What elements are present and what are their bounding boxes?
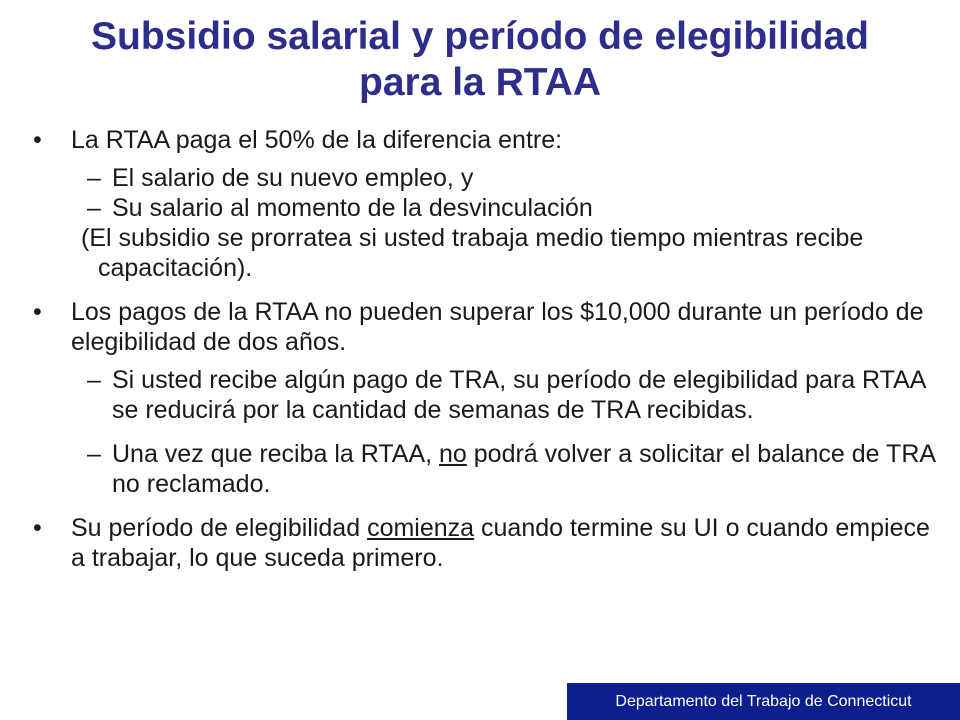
bullet-3-emphasis: comienza	[367, 514, 475, 542]
sub-bullet-item-3: – Si usted recibe algún pago de TRA, su período de elegibilidad para RTAA se reducirá por la cantidad de semanas de TRA recibidas.	[32, 365, 937, 425]
slide-title-line-2: para la RTAA	[359, 61, 601, 104]
footer-label: Departamento del Trabajo de Connecticut	[615, 693, 912, 710]
footer-banner	[567, 683, 960, 720]
sub-bullet-4-text-rest: podrá volver a solicitar el balance de TRA no reclamado.	[112, 440, 935, 498]
bullet-item-1: • La RTAA paga el 50% de la diferencia entre:	[32, 125, 937, 155]
slide-body	[32, 125, 937, 573]
sub-bullet-item-4	[32, 439, 937, 499]
slide-title-line-1: Subsidio salarial y período de elegibilidad	[90, 15, 870, 58]
bullet-3-text: Su período de elegibilidad	[71, 514, 368, 542]
sub-bullet-4-emphasis: no	[439, 440, 467, 468]
bullet-item-3	[32, 513, 937, 573]
parenthetical-note: (El subsidio se prorratea si usted trabaja medio tiempo mientras recibe capacitación).	[81, 224, 864, 282]
bullet-3-text-rest: cuando termine su UI o cuando empiece a trabajar, lo que suceda primero.	[71, 514, 930, 572]
sub-bullet-4-text: Una vez que reciba la RTAA,	[112, 440, 440, 468]
bullet-item-2: • Los pagos de la RTAA no pueden superar los $10,000 durante un período de elegibilidad de dos años.	[32, 297, 937, 357]
sub-bullet-item-1: – El salario de su nuevo empleo, y	[32, 163, 937, 193]
sub-bullet-item-2: – Su salario al momento de la desvinculación	[32, 193, 937, 223]
slide-title	[40, 14, 920, 106]
